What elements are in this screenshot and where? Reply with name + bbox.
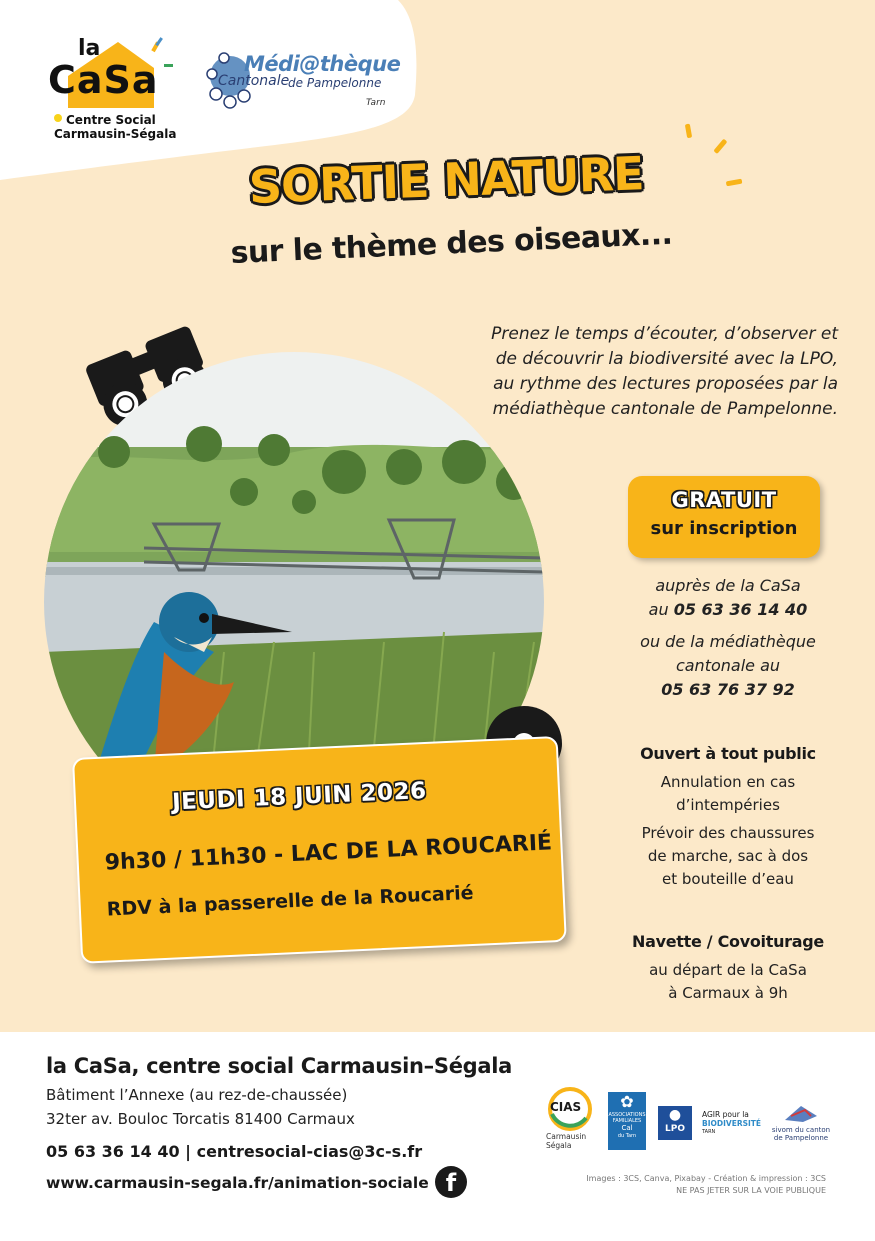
free-badge: [628, 476, 820, 558]
footer-address-line1: Bâtiment l’Annexe (au rez-de-chaussée): [46, 1086, 348, 1104]
agir-line: BIODIVERSITÉ: [702, 1119, 762, 1128]
public-line: Prévoir des chaussures: [641, 824, 815, 842]
event-card: [72, 736, 567, 964]
credits-line: Images : 3CS, Canva, Pixabay - Création & impression : 3CS: [586, 1174, 826, 1183]
event-time-location: 9h30 / 11h30 - LAC DE LA ROUCARIÉ: [104, 830, 553, 876]
sparkle-icon: [680, 120, 760, 200]
registration-line: auprès de la CaSa: [655, 576, 801, 595]
shuttle-line: à Carmaux à 9h: [668, 984, 788, 1002]
registration-line: ou de la médiathèque: [640, 632, 816, 651]
lpo-logo: [658, 1106, 692, 1140]
registration-prefix: au: [648, 600, 674, 619]
public-line: Annulation en cas: [660, 773, 796, 791]
casa-logo-la: la: [78, 36, 101, 61]
mediatheque-logo-cantonale: Cantonale: [218, 73, 290, 89]
intro-line: de découvrir la biodiversité avec la LPO,: [495, 349, 838, 369]
footer-title: la CaSa, centre social Carmausin–Ségala: [46, 1054, 513, 1078]
agir-biodiversite-logo: [702, 1110, 766, 1137]
casa-logo-line1: Centre Social: [66, 113, 156, 127]
registration-info: [612, 574, 844, 702]
public-line: d’intempéries: [676, 796, 780, 814]
lpo-logo-text: LPO: [665, 1124, 685, 1134]
mediatheque-logo-pampelonne: de Pampelonne: [288, 76, 382, 90]
puffin-icon: ●: [668, 1107, 682, 1123]
footer-contact[interactable]: 05 63 36 14 40 | centresocial-cias@3c-s.fr: [46, 1142, 423, 1161]
registration-line: cantonale au: [675, 656, 781, 675]
cias-logo: [546, 1086, 594, 1156]
udaf-logo: [608, 1092, 646, 1150]
cias-logo-word: CIAS: [550, 1100, 582, 1114]
family-tree-icon: ✿: [620, 1092, 634, 1111]
shuttle-line: au départ de la CaSa: [649, 961, 807, 979]
facebook-icon[interactable]: f: [435, 1166, 467, 1198]
page-title: SORTIE NATURE: [248, 146, 645, 214]
public-line: de marche, sac à dos: [647, 847, 809, 865]
free-badge-title: GRATUIT: [671, 488, 777, 512]
sivom-logo: [768, 1102, 834, 1142]
mediatheque-logo-word: Médi@thèque: [244, 52, 401, 76]
udaf-line: Cal: [621, 1124, 633, 1132]
intro-line: médiathèque cantonale de Pampelonne.: [492, 399, 838, 419]
casa-logo-word: CaSa: [48, 58, 159, 102]
agir-line: TARN: [702, 1129, 716, 1135]
intro-text: [466, 322, 838, 422]
footer-website-link[interactable]: www.carmausin-segala.fr/animation-sociale: [46, 1174, 429, 1192]
partner-logos: [542, 1086, 842, 1156]
event-meeting-point: RDV à la passerelle de la Roucarié: [106, 881, 474, 921]
casa-logo-subtitle: [54, 113, 176, 141]
casa-logo-line2: Carmausin-Ségala: [54, 127, 177, 141]
shuttle-heading: Navette / Covoiturage: [632, 932, 824, 951]
sivom-line: de Pampelonne: [773, 1134, 829, 1142]
registration-phone-casa[interactable]: 05 63 36 14 40: [673, 600, 808, 619]
intro-line: Prenez le temps d’écouter, d’observer et: [491, 324, 838, 344]
sivom-emblem-icon: [781, 1102, 821, 1124]
shuttle-info: [612, 959, 844, 1005]
credits: [560, 1173, 826, 1197]
free-badge-subtitle: sur inscription: [650, 518, 798, 539]
udaf-line: FAMILIALES: [612, 1118, 642, 1124]
agir-line: AGIR pour la: [702, 1110, 749, 1119]
sivom-line: sivom du canton: [771, 1126, 831, 1134]
event-date: JEUDI 18 JUIN 2026: [171, 777, 428, 816]
credits-line: NE PAS JETER SUR LA VOIE PUBLIQUE: [676, 1186, 826, 1195]
udaf-line: ASSOCIATIONS: [608, 1112, 646, 1118]
cias-logo-sub: Carmausin Ségala: [546, 1132, 587, 1150]
registration-phone-mediatheque[interactable]: 05 63 76 37 92: [661, 680, 795, 699]
udaf-line: du Tarn: [617, 1133, 637, 1139]
public-line: et bouteille d’eau: [662, 870, 794, 888]
page-subtitle: sur le thème des oiseaux...: [230, 216, 673, 271]
intro-line: au rythme des lectures proposées par la: [493, 374, 838, 394]
public-info: [612, 771, 844, 891]
public-heading: Ouvert à tout public: [640, 744, 816, 763]
mediatheque-logo-tarn: Tarn: [366, 98, 386, 108]
registration-phone-line: [612, 598, 844, 622]
footer-address-line2: 32ter av. Bouloc Torcatis 81400 Carmaux: [46, 1110, 355, 1128]
